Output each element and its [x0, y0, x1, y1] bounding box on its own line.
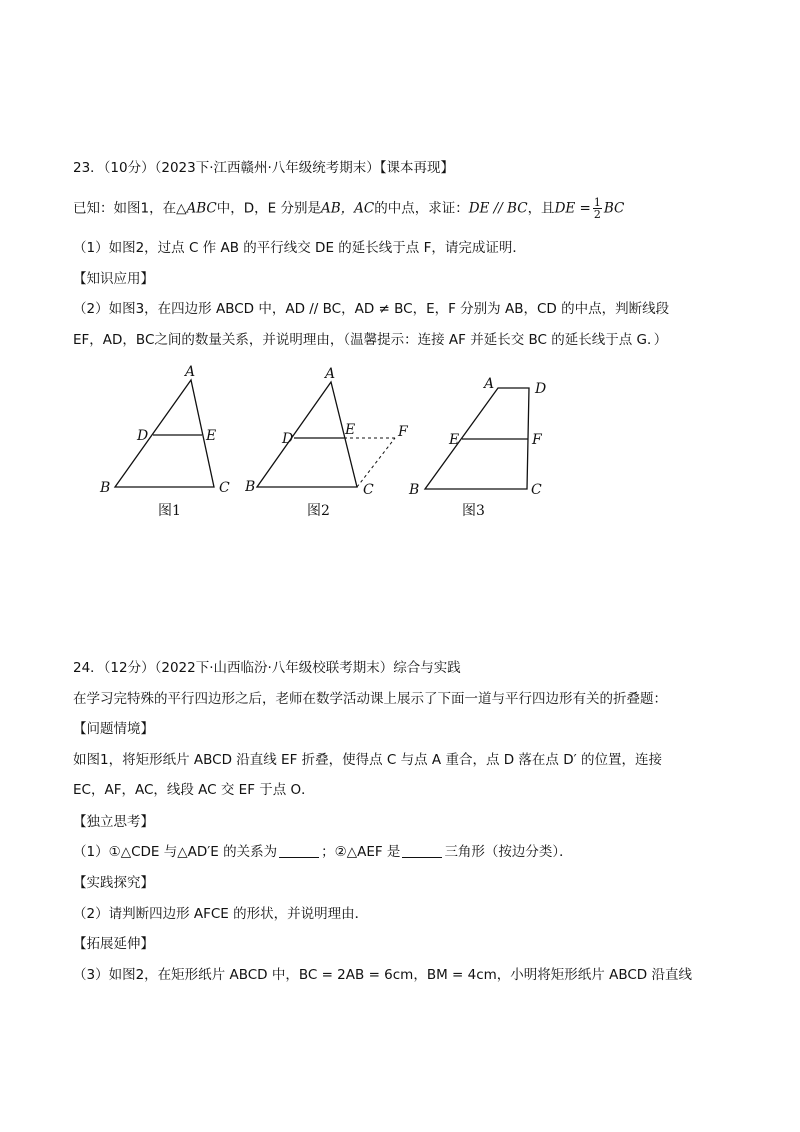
q23-given-mid1: 中，D，E 分别是 [216, 200, 321, 217]
fig1-label-b: B [100, 480, 111, 496]
q23-header: 23．（10分）（2023下·江西赣州·八年级统考期末）【课本再现】 [73, 160, 455, 176]
q23-frac-num: 1 [593, 196, 601, 209]
fig3-label-e: E [449, 432, 460, 448]
q24-part3: （3）如图2，在矩形纸片 ABCD 中，BC = 2AB = 6cm，BM = 4cm，小明将矩形纸片 ABCD 沿直线 [73, 967, 692, 983]
q23-given-ab-ac: AB，AC [320, 200, 375, 217]
fig3-label-f: F [532, 432, 542, 448]
q24-part1-b: ；②△AEF 是 [321, 844, 401, 860]
q24-part1 [73, 842, 573, 862]
fig1-label-e: E [206, 428, 217, 444]
q24-section-thinking: 【独立思考】 [73, 814, 154, 830]
q23-part2-line2: EF，AD，BC之间的数量关系，并说明理由，（温馨提示：连接 AF 并延长交 BC 的延长线于点 G．） [73, 332, 668, 348]
q23-given-mid2: 的中点，求证： [374, 200, 469, 217]
q23-given [73, 197, 624, 220]
figure-2 [245, 360, 420, 504]
fig1-label-c: C [219, 480, 230, 496]
q23-given-tri: △ABC [176, 200, 217, 217]
fig2-label-d: D [282, 431, 294, 447]
q23-part1: （1）如图2，过点 C 作 AB 的平行线交 DE 的延长线于点 F，请完成证明． [73, 240, 526, 256]
fig3-caption: 图3 [462, 503, 485, 519]
q23-given-and: ，且 [527, 200, 555, 217]
q23-given-de-bc: DE // BC [468, 200, 528, 217]
q24-situation-line2: EC，AF，AC，线段 AC 交 EF 于点 O． [73, 782, 315, 798]
fig2-label-b: B [245, 479, 256, 495]
q24-intro: 在学习完特殊的平行四边形之后，老师在数学活动课上展示了下面一道与平行四边形有关的折叠题： [73, 691, 667, 707]
fig3-label-d: D [535, 381, 547, 397]
fig3-label-a: A [484, 376, 495, 392]
fig3-label-b: B [409, 482, 420, 498]
q23-given-prefix: 已知：如图1，在 [73, 200, 177, 217]
figure-1 [95, 360, 245, 504]
q24-answer-blank-1 [279, 843, 319, 858]
q24-section-situation: 【问题情境】 [73, 721, 154, 737]
fig2-label-f: F [398, 424, 408, 440]
fig2-label-c: C [363, 482, 374, 498]
q24-answer-blank-2 [402, 843, 442, 858]
q24-situation-line1: 如图1，将矩形纸片 ABCD 沿直线 EF 折叠，使得点 C 与点 A 重合，点 D 落在点 D′ 的位置，连接 [73, 752, 662, 768]
q23-frac-den: 2 [593, 208, 601, 221]
fig2-parallel-cf [357, 438, 395, 487]
q24-part1-c: 三角形（按边分类）． [444, 844, 573, 860]
fig1-label-d: D [137, 428, 149, 444]
q23-given-de-eq: DE = [554, 200, 591, 217]
q24-section-extend: 【拓展延伸】 [73, 936, 154, 952]
q24-section-explore: 【实践探究】 [73, 875, 154, 891]
q24-part2: （2）请判断四边形 AFCE 的形状，并说明理由． [73, 906, 369, 922]
fig2-label-e: E [345, 422, 356, 438]
fig1-caption: 图1 [158, 503, 181, 519]
fig2-caption: 图2 [307, 503, 330, 519]
q24-part1-a: （1）①△CDE 与△AD′E 的关系为 [73, 844, 278, 860]
q23-section-apply: 【知识应用】 [73, 271, 154, 287]
figure-3 [405, 360, 565, 504]
fig3-label-c: C [531, 482, 542, 498]
q23-given-bc: BC [603, 200, 625, 217]
q24-header: 24．（12分）（2022下·山西临汾·八年级校联考期末）综合与实践 [73, 660, 461, 676]
fig1-label-a: A [185, 364, 196, 380]
q23-fraction [593, 197, 602, 220]
fig2-triangle [257, 382, 357, 487]
q23-part2-line1: （2）如图3，在四边形 ABCD 中，AD // BC，AD ≠ BC，E，F 分别为 AB，CD 的中点，判断线段 [73, 301, 670, 317]
fig1-triangle [115, 380, 217, 487]
fig2-label-a: A [325, 366, 336, 382]
